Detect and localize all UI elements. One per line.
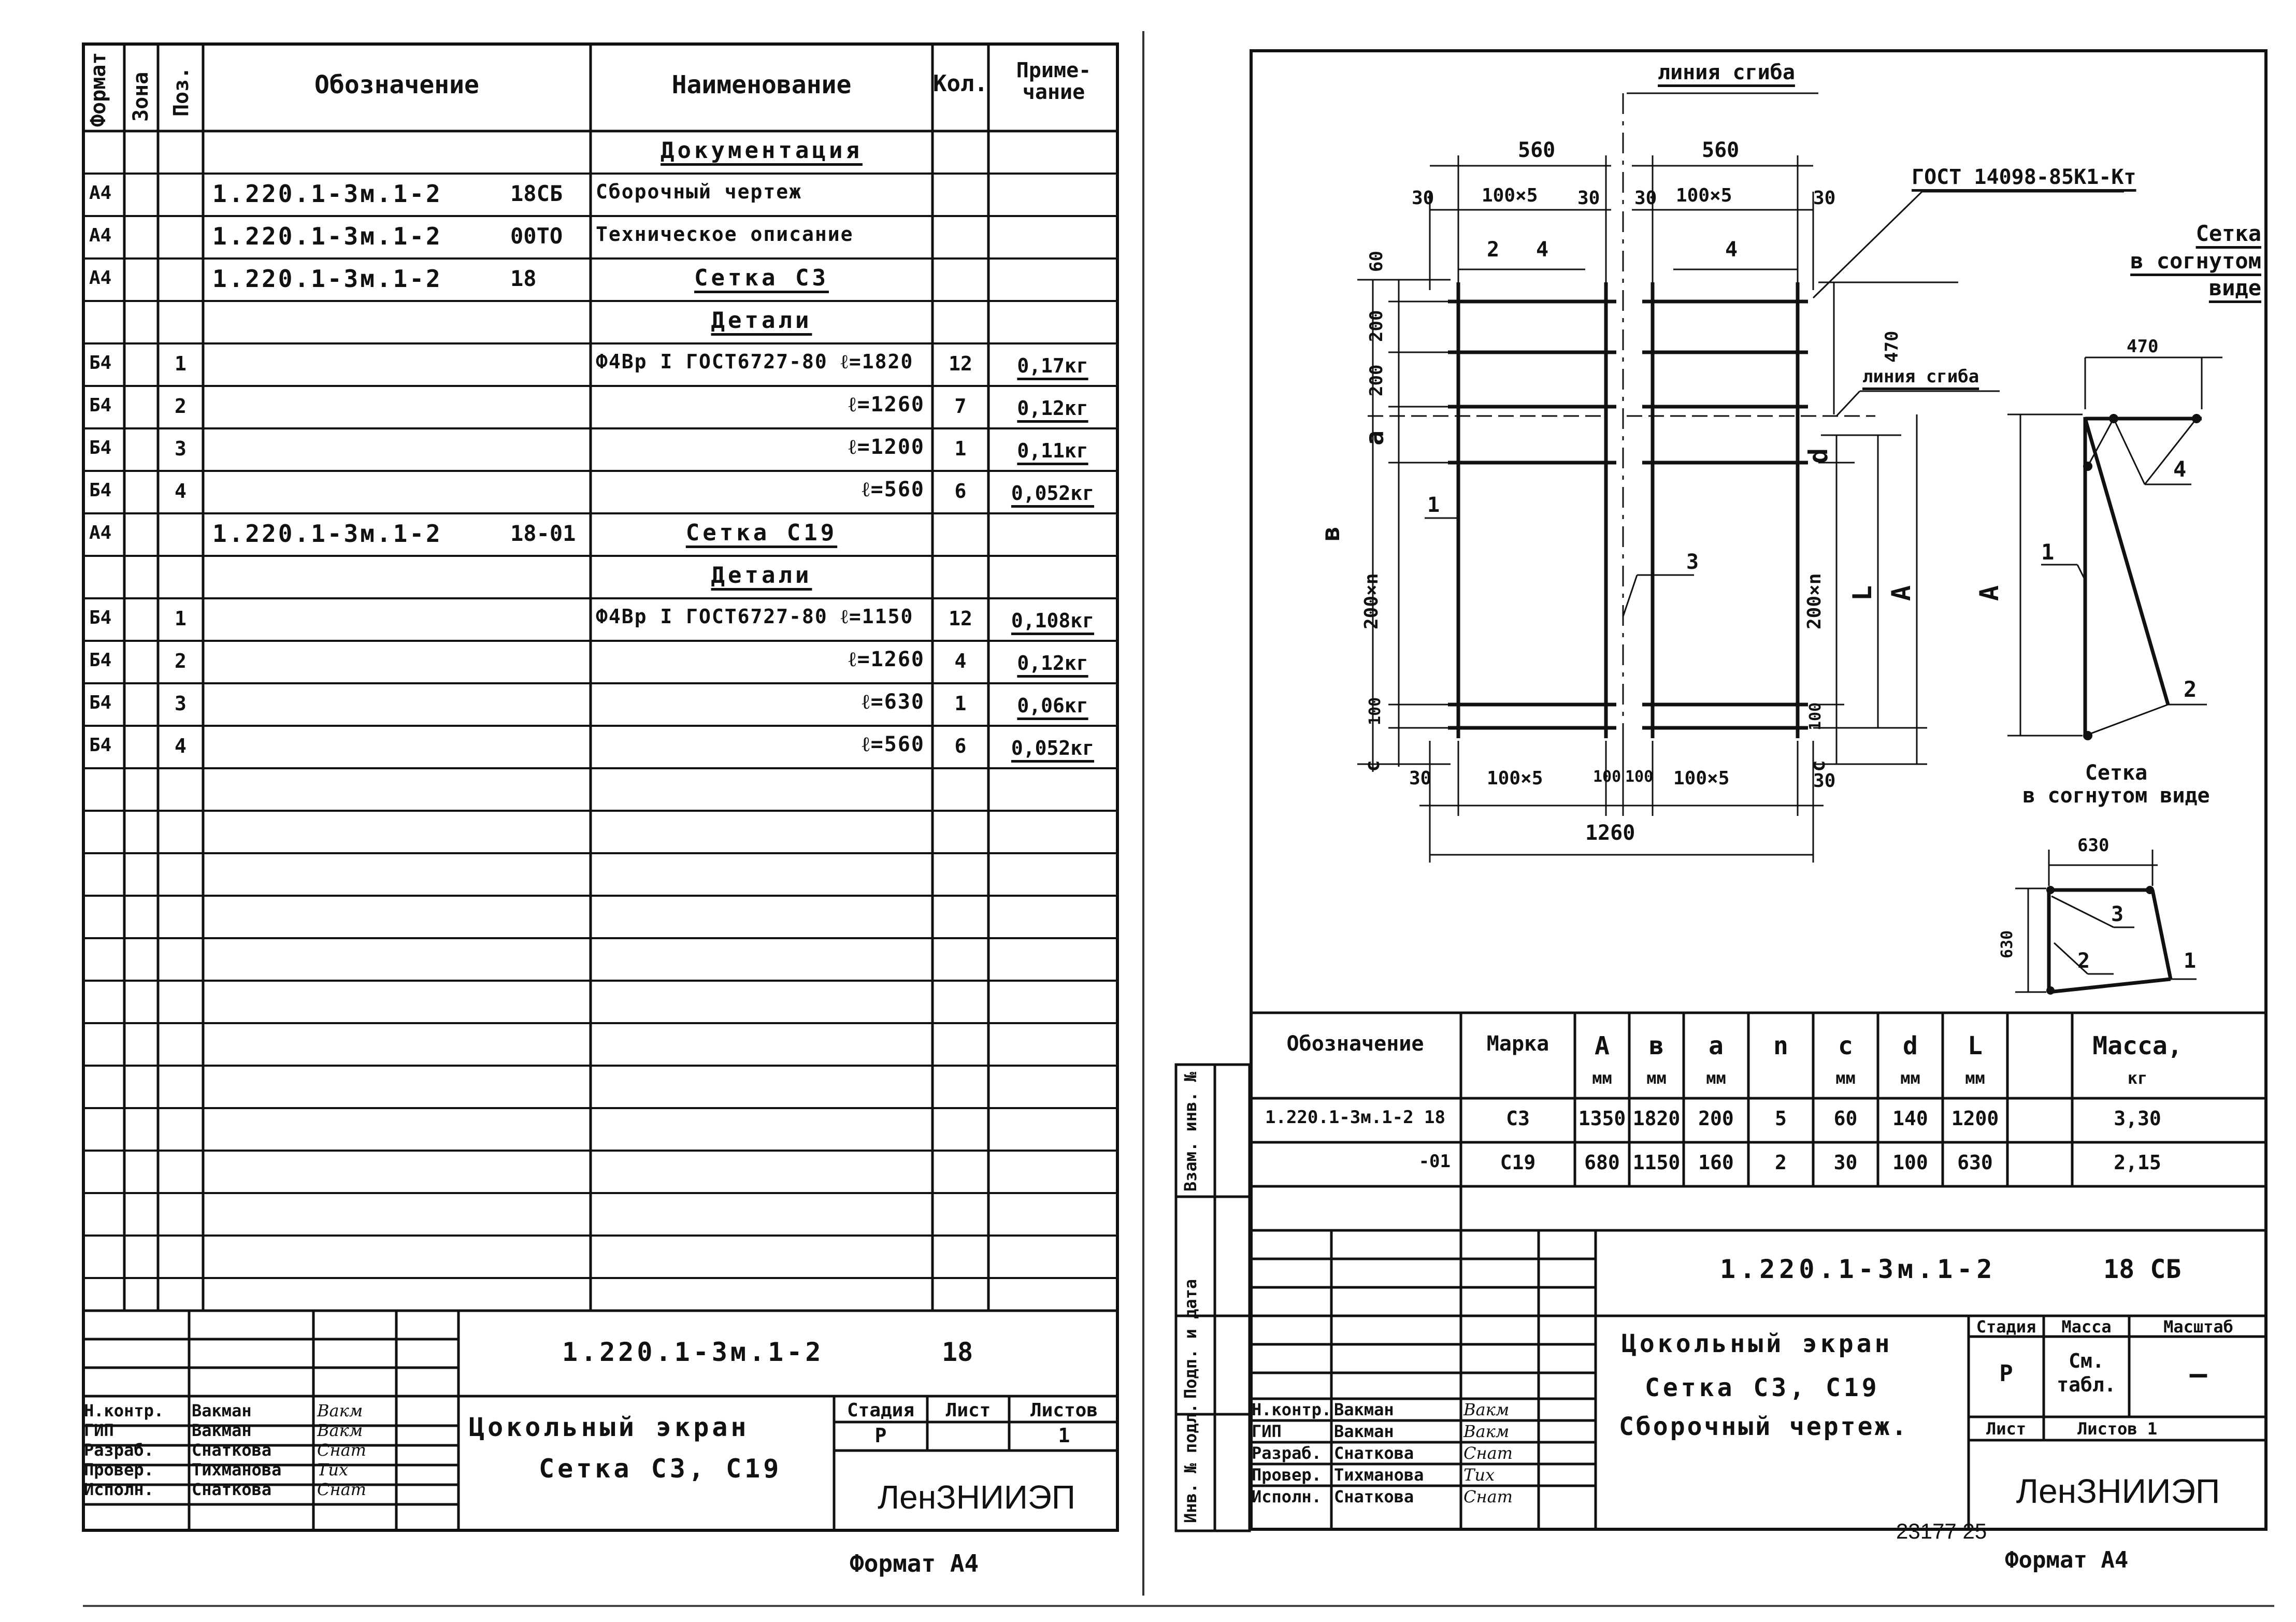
rdim-d: d [1803, 448, 1833, 464]
spec-note: 0,11кг [1017, 439, 1088, 462]
params-unit: мм [1835, 1068, 1856, 1088]
tb-role: Н.контр. [84, 1401, 164, 1420]
spec-code: 00ТО [510, 223, 563, 249]
tb-role: Исполн. [84, 1480, 154, 1499]
spec-name: Сетка С3 [694, 265, 829, 291]
spec-format: Б4 [89, 735, 112, 756]
params-header: c [1838, 1031, 1853, 1060]
left-tb-org: ЛенЗНИИЭП [878, 1479, 1075, 1516]
tb-signature: Вакм [1463, 1422, 1510, 1441]
params-header: Обозначение [1286, 1032, 1424, 1056]
left-header-pos: Поз. [169, 66, 193, 117]
params-cell: 200 [1698, 1107, 1734, 1130]
tb-signature: Вакм [317, 1420, 363, 1440]
vdim-100: 100 [1366, 697, 1384, 725]
spec-format: Б4 [89, 607, 112, 628]
tb-role: Провер. [84, 1460, 154, 1480]
spec-qty: 6 [954, 735, 967, 757]
params-unit: мм [1646, 1068, 1667, 1088]
small-630-v: 630 [1998, 930, 2016, 958]
spec-name: Документация [661, 137, 863, 164]
right-tb-mass-label: Масса [2061, 1317, 2112, 1337]
tb-role: Исполн. [1252, 1487, 1322, 1506]
spec-note: 0,052кг [1011, 482, 1095, 505]
left-tb-stage: Р [874, 1424, 887, 1447]
dim-560-a: 560 [1518, 138, 1556, 162]
left-tb-title2: Сетка С3, С19 [539, 1454, 782, 1484]
tb-name: Снаткова [192, 1440, 272, 1460]
tb-name: Вакман [1334, 1400, 1394, 1419]
tb-signature: Снат [317, 1480, 366, 1499]
tb-name: Снаткова [1334, 1487, 1414, 1506]
tb-name: Вакман [192, 1401, 252, 1420]
bot-100-a: 100 [1593, 768, 1621, 786]
small-pos-1: 1 [2184, 949, 2197, 973]
spec-pos: 2 [175, 395, 186, 418]
params-header: Марка [1486, 1032, 1549, 1056]
tb-name: Тихманова [1334, 1465, 1424, 1485]
params-unit: мм [1965, 1068, 1985, 1088]
spec-format: Б4 [89, 692, 112, 713]
params-cell: 1150 [1632, 1151, 1681, 1174]
spec-name: Техническое описание [596, 223, 854, 246]
spec-name: Ф4Вр I ГОСТ6727-80 ℓ=1150 [596, 605, 914, 628]
spec-format: Б4 [89, 650, 112, 671]
left-header-qty: Кол. [933, 70, 988, 97]
tb-signature: Вакм [317, 1401, 363, 1420]
spec-pos: 2 [175, 650, 186, 672]
params-cell: С3 [1506, 1107, 1530, 1130]
spec-name: ℓ=1260 [848, 648, 925, 671]
dim-1260: 1260 [1585, 821, 1635, 845]
spec-pos: 3 [175, 437, 186, 460]
fold-line-top-label: линия сгиба [1658, 61, 1795, 84]
tb-role: ГИП [1252, 1422, 1282, 1441]
spec-pos: 1 [175, 352, 186, 375]
dim-30-b: 30 [1577, 188, 1600, 209]
vdim-200-a: 200 [1366, 310, 1387, 342]
tb-signature: Снат [317, 1440, 366, 1460]
fold-line-right-label: линия сгиба [1862, 366, 1979, 387]
params-cell: -01 [1418, 1151, 1451, 1172]
right-tb-title3: Сборочный чертеж. [1619, 1412, 1909, 1441]
params-unit: мм [1900, 1068, 1920, 1088]
side-label-vzam: Взам. инв. № [1181, 1071, 1200, 1192]
params-cell: С19 [1500, 1151, 1536, 1174]
spec-name: ℓ=560 [862, 478, 925, 501]
left-tb-title1: Цокольный экран [469, 1412, 750, 1442]
pos-3-mid: 3 [1686, 550, 1699, 574]
side-label-sign: Подп. и дата [1181, 1279, 1200, 1399]
tb-role: ГИП [84, 1420, 114, 1440]
tb-name: Тихманова [192, 1460, 282, 1480]
spec-pos: 1 [175, 607, 186, 630]
right-tb-sheets-label: Листов 1 [2077, 1419, 2158, 1439]
pos-4-top-b: 4 [1725, 238, 1738, 262]
spec-designation: 1.220.1-3м.1-2 [212, 180, 442, 208]
spec-name: ℓ=1200 [848, 435, 925, 459]
params-header: L [1968, 1031, 1983, 1060]
tb-name: Снаткова [192, 1480, 272, 1499]
spec-pos: 4 [175, 480, 186, 503]
pos-1-left: 1 [1427, 493, 1440, 517]
spec-qty: 12 [949, 607, 972, 630]
spec-note: 0,17кг [1017, 354, 1088, 377]
rdim-100: 100 [1806, 702, 1825, 730]
spec-qty: 4 [954, 650, 967, 672]
params-unit: мм [1592, 1068, 1612, 1088]
bent-title: Сетка в согнутом виде [2130, 221, 2261, 300]
dim-30-c: 30 [1634, 188, 1657, 209]
params-header: n [1773, 1031, 1788, 1060]
dim-30-d: 30 [1813, 188, 1836, 209]
bot-100-b: 100 [1625, 768, 1654, 786]
spec-qty: 6 [954, 480, 967, 503]
params-cell: 2 [1775, 1151, 1787, 1174]
left-tb-sheets-label: Листов [1030, 1400, 1098, 1421]
spec-format: Б4 [89, 395, 112, 416]
spec-code: 18 [510, 266, 537, 291]
right-tb-org: ЛенЗНИИЭП [2016, 1472, 2220, 1510]
left-header-format: Формат [87, 52, 110, 127]
spec-code: 18СБ [510, 181, 563, 206]
left-header-name: Наименование [671, 70, 852, 99]
side-label-inv: Инв. № подл. [1181, 1403, 1200, 1523]
pos-4-top-a: 4 [1536, 238, 1549, 262]
bot-30-a: 30 [1409, 768, 1432, 789]
right-tb-scale-label: Масштаб [2163, 1317, 2233, 1337]
tb-name: Вакман [192, 1420, 252, 1440]
spec-format: Б4 [89, 352, 112, 374]
spec-name: ℓ=1260 [848, 393, 925, 417]
right-tb-stage-label: Стадия [1976, 1317, 2036, 1337]
spec-name: Сетка С19 [685, 520, 838, 546]
spec-note: 0,052кг [1011, 737, 1095, 759]
right-tb-sheet-label: Лист [1986, 1419, 2027, 1439]
params-header: в [1649, 1031, 1664, 1060]
rdim-200n: 200×n [1804, 573, 1825, 629]
dim-30-a: 30 [1412, 188, 1434, 209]
tb-role: Разраб. [84, 1440, 154, 1460]
right-tb-stage: Р [1999, 1360, 2013, 1387]
left-tb-designation: 1.220.1-3м.1-2 [562, 1337, 824, 1367]
bent-pos-4: 4 [2173, 456, 2187, 482]
right-tb-designation: 1.220.1-3м.1-2 [1720, 1254, 1997, 1284]
spec-format: А4 [89, 182, 112, 204]
tb-signature: Вакм [1463, 1400, 1510, 1419]
spec-code: 18-01 [510, 521, 576, 546]
vdim-200-b: 200 [1366, 364, 1387, 396]
right-tb-scale: — [2189, 1357, 2207, 1391]
tb-name: Вакман [1334, 1422, 1394, 1441]
left-tb-sheets: 1 [1058, 1424, 1070, 1447]
spec-designation: 1.220.1-3м.1-2 [212, 520, 442, 548]
params-cell: 1.220.1-3м.1-2 18 [1265, 1107, 1445, 1128]
params-cell: 140 [1892, 1107, 1928, 1130]
left-tb-code: 18 [942, 1337, 973, 1367]
spec-pos: 4 [175, 735, 186, 757]
params-cell: 1820 [1632, 1107, 1681, 1130]
dim-100x5-b: 100×5 [1676, 185, 1732, 206]
left-header-designation: Обозначение [314, 70, 479, 99]
spec-format: Б4 [89, 437, 112, 458]
spec-name: Сборочный чертеж [596, 180, 802, 203]
spec-format: А4 [89, 225, 112, 246]
tb-signature: Снат [1463, 1487, 1513, 1506]
pos-2-top: 2 [1487, 238, 1500, 262]
params-cell: 1350 [1578, 1107, 1626, 1130]
params-unit: кг [2127, 1068, 2148, 1088]
spec-qty: 12 [949, 352, 972, 375]
tb-signature: Тих [317, 1460, 348, 1480]
spec-name: Детали [711, 307, 812, 334]
spec-note: 0,12кг [1017, 652, 1088, 674]
spec-format: Б4 [89, 480, 112, 501]
params-cell: 160 [1698, 1151, 1734, 1174]
vdim-c: c [1361, 760, 1384, 772]
bot-30-b: 30 [1813, 770, 1836, 792]
right-tb-code: 18 СБ [2103, 1254, 2182, 1284]
params-cell: 1200 [1951, 1107, 1999, 1130]
left-format-label: Формат А4 [850, 1549, 979, 1577]
params-cell: 100 [1892, 1151, 1928, 1174]
spec-designation: 1.220.1-3м.1-2 [212, 265, 442, 293]
params-header: d [1903, 1031, 1918, 1060]
left-tb-stage-label: Стадия [846, 1400, 915, 1421]
tb-role: Провер. [1252, 1465, 1322, 1485]
tb-signature: Снат [1463, 1443, 1513, 1463]
bent-caption: Сетка в согнутом виде [2022, 761, 2210, 808]
params-cell: 5 [1775, 1107, 1787, 1130]
bot-100x5-a: 100×5 [1487, 768, 1543, 789]
gost-label: ГОСТ 14098-85К1-Кт [1912, 165, 2136, 189]
tb-role: Разраб. [1252, 1443, 1322, 1463]
right-tb-title1: Цокольный экран [1621, 1329, 1893, 1358]
spec-qty: 1 [954, 692, 967, 715]
right-format-label: Формат А4 [2005, 1547, 2129, 1573]
tb-signature: Тих [1463, 1465, 1495, 1485]
left-tb-sheet-label: Лист [945, 1400, 991, 1421]
spec-note: 0,12кг [1017, 397, 1088, 420]
tb-name: Снаткова [1334, 1443, 1414, 1463]
dim-560-b: 560 [1702, 138, 1740, 162]
left-header-note: Приме- чание [1016, 59, 1092, 104]
spec-name: Ф4Вр I ГОСТ6727-80 ℓ=1820 [596, 350, 914, 373]
vdim-a: a [1360, 430, 1389, 446]
params-cell: 680 [1584, 1151, 1620, 1174]
spec-format: А4 [89, 267, 112, 289]
vdim-60: 60 [1366, 251, 1387, 272]
params-header: A [1595, 1031, 1610, 1060]
spec-note: 0,108кг [1011, 609, 1095, 632]
dim-100x5-a: 100×5 [1482, 185, 1538, 206]
doc-number: 23177 25 [1896, 1519, 1987, 1543]
left-header-zone: Зона [129, 71, 153, 122]
params-cell: 60 [1833, 1107, 1858, 1130]
params-unit: мм [1706, 1068, 1726, 1088]
small-pos-2: 2 [2077, 949, 2090, 973]
spec-name: ℓ=560 [862, 733, 925, 756]
params-header: a [1709, 1031, 1724, 1060]
params-header: Масса, [2092, 1031, 2183, 1060]
params-cell: 30 [1833, 1151, 1858, 1174]
spec-name: Детали [711, 562, 812, 588]
params-cell: 3,30 [2114, 1107, 2161, 1130]
vdim-200n: 200×n [1361, 573, 1382, 629]
spec-designation: 1.220.1-3м.1-2 [212, 222, 442, 250]
bot-100x5-b: 100×5 [1673, 768, 1730, 789]
tb-role: Н.контр. [1252, 1400, 1332, 1419]
spec-note: 0,06кг [1017, 694, 1088, 717]
rdim-A: A [1886, 585, 1916, 601]
bent-pos-2: 2 [2184, 677, 2197, 702]
params-cell: 630 [1957, 1151, 1993, 1174]
right-tb-mass: См. табл. [2057, 1350, 2116, 1396]
params-cell: 2,15 [2114, 1151, 2161, 1174]
bottom-rule [83, 1605, 2274, 1607]
bent-A: A [1974, 585, 2004, 601]
rdim-c: c [1806, 760, 1829, 772]
vdim-b: в [1316, 526, 1345, 541]
small-630-h: 630 [2077, 835, 2110, 856]
spec-qty: 7 [954, 395, 967, 418]
spec-format: А4 [89, 522, 112, 543]
spec-pos: 3 [175, 692, 186, 715]
right-tb-title2: Сетка С3, С19 [1645, 1373, 1880, 1402]
spec-name: ℓ=630 [862, 690, 925, 714]
small-pos-3: 3 [2111, 902, 2124, 926]
rdim-L: L [1847, 585, 1877, 601]
bent-pos-1: 1 [2041, 539, 2055, 565]
bent-470: 470 [2127, 336, 2159, 357]
dim-470-vertical: 470 [1882, 331, 1902, 363]
spec-qty: 1 [954, 437, 967, 460]
